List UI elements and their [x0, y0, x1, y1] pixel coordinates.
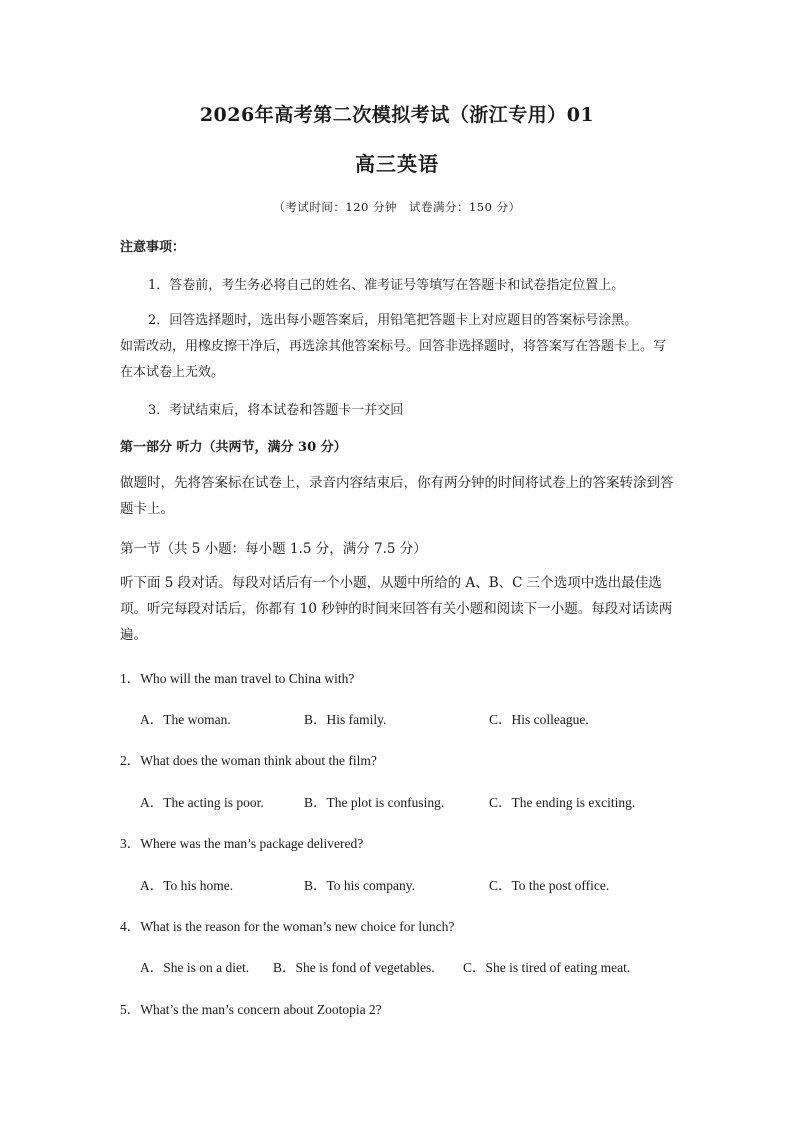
note-item-2-first-line: 2．回答选择题时，选出每小题答案后，用铅笔把答题卡上对应题目的答案标号涂黑。: [148, 313, 638, 328]
exam-subtitle: 高三英语: [355, 152, 439, 176]
section1-heading: 第一节（共 5 小题：每小题 1.5 分，满分 7.5 分）: [120, 541, 427, 557]
exam-title: 2026年高考第二次模拟考试（浙江专用）01: [199, 104, 595, 126]
exam-info: （考试时间：120 分钟 试卷满分：150 分）: [273, 200, 521, 214]
question-1: 1．Who will the man travel to China with?: [120, 671, 355, 686]
section1-instructions: 听下面 5 段对话。每段对话后有一个小题，从题中所给的 A、B、C 三个选项中选出最佳选项。听完每段对话后，你都有 10 秒钟的时间来回答有关小题和阅读下一小题。每段对话读两遍。: [120, 575, 673, 643]
q3-option-a: A．To his home.: [140, 878, 234, 893]
q1-option-c: C．His colleague.: [489, 712, 589, 727]
q3-option-b: B．To his company.: [304, 878, 416, 893]
notes-heading: 注意事项：: [120, 240, 186, 255]
part1-heading: 第一部分 听力（共两节，满分 30 分）: [120, 440, 347, 455]
q4-option-b: B．She is fond of vegetables.: [273, 960, 435, 975]
note-item-2-continuation: 如需改动，用橡皮擦干净后，再选涂其他答案标号。回答非选择题时，将答案写在答题卡上。写在本试卷上无效。: [120, 339, 667, 380]
note-item-2: [120, 308, 676, 386]
q3-option-c: C．To the post office.: [489, 878, 610, 893]
q2-option-b: B．The plot is confusing.: [304, 795, 445, 810]
part1-instructions: 做题时，先将答案标在试卷上，录音内容结束后，你有两分钟的时间将试卷上的答案转涂到答题卡上。: [120, 475, 674, 517]
q2-option-c: C．The ending is exciting.: [489, 795, 636, 810]
question-3: 3．Where was the man’s package delivered?: [120, 836, 364, 851]
q4-option-a: A．She is on a diet.: [140, 960, 250, 975]
q4-option-c: C．She is tired of eating meat.: [463, 960, 631, 975]
note-item-3: 3．考试结束后，将本试卷和答题卡一并交回: [148, 403, 404, 418]
q1-option-b: B．His family.: [304, 712, 387, 727]
q2-option-a: A．The acting is poor.: [140, 795, 264, 810]
note-item-1: 1．答卷前，考生务必将自己的姓名、准考证号等填写在答题卡和试卷指定位置上。: [148, 278, 625, 293]
question-4: 4．What is the reason for the woman’s new choice for lunch?: [120, 919, 455, 934]
question-5: 5．What’s the man’s concern about Zootopia 2?: [120, 1002, 382, 1017]
q1-option-a: A．The woman.: [140, 712, 231, 727]
question-2: 2．What does the woman think about the film?: [120, 753, 377, 768]
